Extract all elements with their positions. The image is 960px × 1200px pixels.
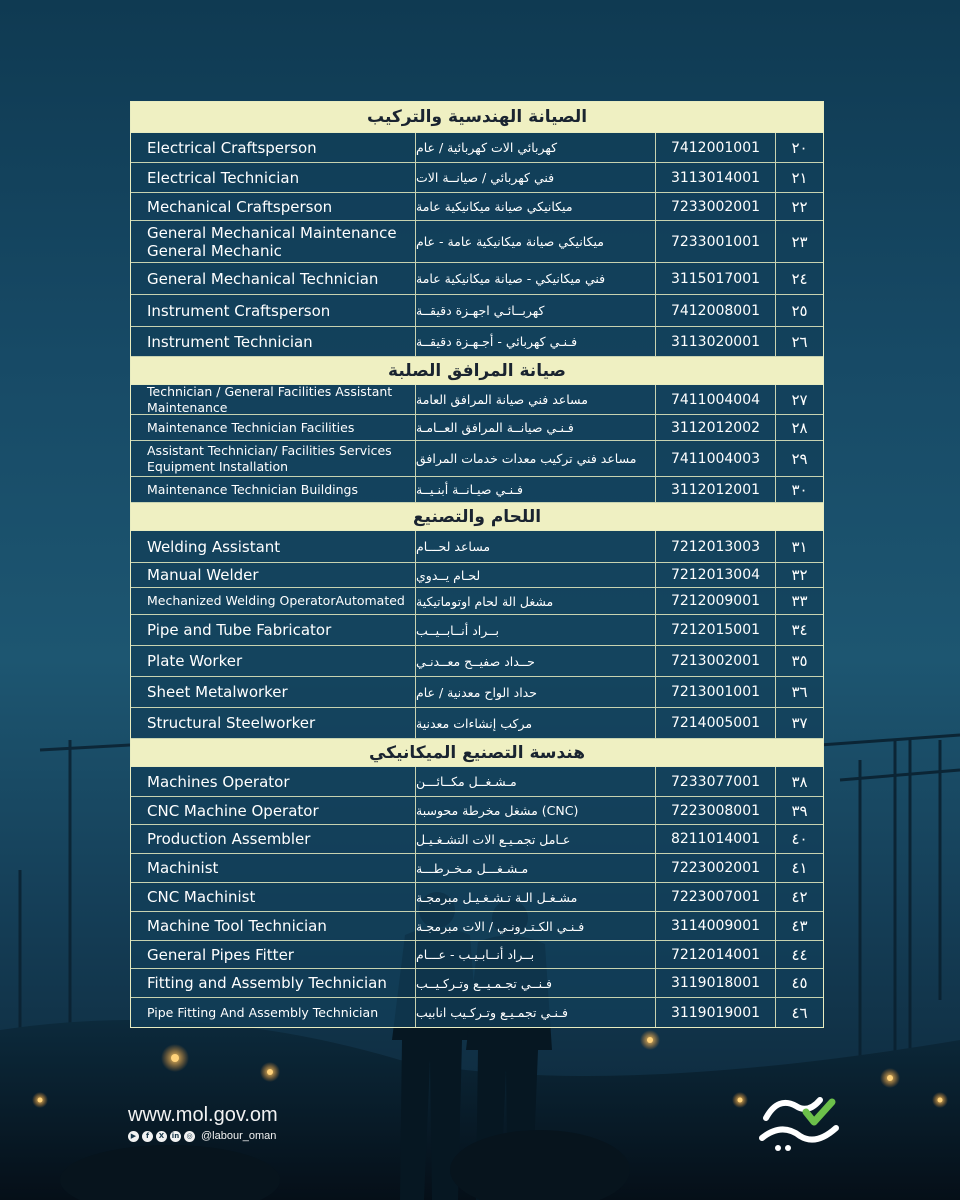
- occupation-code: 7212013003: [656, 531, 776, 562]
- row-number: ٤٢: [791, 888, 808, 906]
- table-row: [131, 708, 823, 739]
- row-number: ٤٣: [791, 917, 808, 935]
- row-number: ٢٢: [791, 197, 808, 216]
- row-number: ٢٨: [791, 418, 808, 437]
- occupation-code: 7223007001: [656, 883, 776, 911]
- job-title-arabic: فـنـي تجمـيـع وتـركـيب انابيب: [416, 998, 656, 1027]
- table-row: [131, 563, 823, 588]
- row-number: ٤١: [791, 859, 808, 877]
- table-row: [131, 646, 823, 677]
- row-number: ٤٥: [791, 974, 808, 992]
- brand-logo: [748, 1088, 848, 1158]
- occupation-code: 7412008001: [656, 295, 776, 326]
- occupation-code: 3112012001: [656, 477, 776, 502]
- job-title-arabic: بــراد أنــابـيـب - عـــام: [416, 941, 656, 968]
- occupation-code: 3113020001: [656, 327, 776, 356]
- job-title-english: General Pipes Fitter: [131, 941, 416, 968]
- job-title-english: Mechanical Craftsperson: [131, 193, 416, 220]
- job-title-arabic: فـنـي صيـانــة أبنـيــة: [416, 477, 656, 502]
- occupation-code: 7212013004: [656, 563, 776, 587]
- job-title-arabic: لحـام يــدوي: [416, 563, 656, 587]
- job-title-english: General Mechanical Technician: [131, 263, 416, 294]
- job-title-english: Maintenance Technician Facilities: [131, 415, 416, 440]
- job-title-arabic: مركب إنشاءات معدنية: [416, 708, 656, 738]
- job-title-arabic: كهربائي الات كهربائية / عام: [416, 133, 656, 162]
- row-number: ٢٧: [791, 390, 808, 409]
- row-number: ٣٩: [791, 801, 808, 820]
- table-row: [131, 133, 823, 163]
- job-title-english: Machines Operator: [131, 767, 416, 796]
- table-row: [131, 415, 823, 441]
- occupation-code: 3112012002: [656, 415, 776, 440]
- job-title-arabic: فـنـي صيانــة المرافق العــامـة: [416, 415, 656, 440]
- table-row: [131, 941, 823, 969]
- social-links: [128, 1130, 276, 1142]
- social-handle[interactable]: @labour_oman: [201, 1130, 277, 1142]
- job-title-english: CNC Machinist: [131, 883, 416, 911]
- row-number: ٣١: [791, 537, 808, 556]
- job-title-english: Machine Tool Technician: [131, 912, 416, 940]
- job-title-english: Pipe and Tube Fabricator: [131, 615, 416, 645]
- job-title-english: Instrument Technician: [131, 327, 416, 356]
- occupation-code: 7213002001: [656, 646, 776, 676]
- row-number: ٣٢: [791, 566, 808, 584]
- job-title-arabic: فـنـي كهربائي - أجـهـزة دقيقــة: [416, 327, 656, 356]
- occupation-code: 7223008001: [656, 797, 776, 824]
- table-row: [131, 883, 823, 912]
- occupation-code: 3113014001: [656, 163, 776, 192]
- job-title-english: Structural Steelworker: [131, 708, 416, 738]
- row-number: ٢٣: [791, 232, 808, 251]
- job-title-arabic: ميكانيكي صيانة ميكانيكية عامة - عام: [416, 221, 656, 262]
- job-title-english: Maintenance Technician Buildings: [131, 477, 416, 502]
- row-number: ٣٧: [791, 714, 808, 732]
- job-title-arabic: حــداد صفيــح معــدنـي: [416, 646, 656, 676]
- job-title-arabic: مشـغـل الـة تـشـغـيـل مبرمجـة: [416, 883, 656, 911]
- job-title-arabic: كهربــائـي اجهـزة دقيقــة: [416, 295, 656, 326]
- row-number: ٤٠: [791, 830, 808, 848]
- occupation-code: 7213001001: [656, 677, 776, 707]
- row-number: ٣٠: [791, 480, 808, 499]
- table-row: [131, 969, 823, 998]
- job-title-arabic: فـنــي تجـمـيــع وتـركـيــب: [416, 969, 656, 997]
- job-title-english: Production Assembler: [131, 825, 416, 853]
- job-title-arabic: مساعد فني تركيب معدات خدمات المرافق: [416, 441, 656, 476]
- job-title-arabic: بــراد أنــابــيــب: [416, 615, 656, 645]
- job-title-english: Electrical Technician: [131, 163, 416, 192]
- job-title-arabic: مـشـغــل مكــائـــن: [416, 767, 656, 796]
- table-row: [131, 588, 823, 615]
- job-title-english: Technician / General Facilities Assistant Maintenance: [131, 385, 416, 414]
- job-title-arabic: حداد الواح معدنية / عام: [416, 677, 656, 707]
- job-title-english: Pipe Fitting And Assembly Technician: [131, 998, 416, 1027]
- occupation-code: 3119018001: [656, 969, 776, 997]
- occupation-code: 7214005001: [656, 708, 776, 738]
- row-number: ٣٨: [791, 772, 808, 791]
- table-row: [131, 797, 823, 825]
- section-header: اللحام والتصنيع: [131, 503, 823, 531]
- section-header: صيانة المرافق الصلبة: [131, 357, 823, 385]
- job-title-english: Welding Assistant: [131, 531, 416, 562]
- table-row: [131, 163, 823, 193]
- job-title-arabic: ميكانيكي صيانة ميكانيكية عامة: [416, 193, 656, 220]
- job-title-arabic: مساعد لحـــام: [416, 531, 656, 562]
- table-row: [131, 327, 823, 357]
- row-number: ٤٤: [791, 945, 808, 964]
- row-number: ٢٤: [791, 269, 808, 288]
- youtube-icon[interactable]: ▶: [128, 1131, 139, 1142]
- job-title-english: Sheet Metalworker: [131, 677, 416, 707]
- table-row: [131, 531, 823, 563]
- instagram-icon[interactable]: ◎: [184, 1131, 195, 1142]
- occupation-code: 3114009001: [656, 912, 776, 940]
- table-row: [131, 854, 823, 883]
- row-number: ٢٦: [791, 332, 808, 351]
- row-number: ٢٩: [791, 449, 808, 468]
- table-row: [131, 615, 823, 646]
- job-title-english: Machinist: [131, 854, 416, 882]
- table-row: [131, 998, 823, 1027]
- section-header: هندسة التصنيع الميكانيكي: [131, 739, 823, 767]
- job-title-english: CNC Machine Operator: [131, 797, 416, 824]
- table-row: [131, 477, 823, 503]
- table-row: [131, 221, 823, 263]
- job-title-english: General Mechanical Maintenance General Mechanic: [131, 221, 416, 262]
- website-url[interactable]: www.mol.gov.om: [128, 1104, 278, 1126]
- occupation-code: 7412001001: [656, 133, 776, 162]
- job-title-english: Fitting and Assembly Technician: [131, 969, 416, 997]
- job-title-arabic: (CNC) مشغل مخرطة محوسبة: [416, 797, 656, 824]
- job-title-english: Instrument Craftsperson: [131, 295, 416, 326]
- row-number: ٢١: [791, 168, 808, 187]
- section-header: الصيانة الهندسية والتركيب: [131, 102, 823, 133]
- table-row: [131, 912, 823, 941]
- occupation-code: 7411004004: [656, 385, 776, 414]
- x-icon[interactable]: X: [156, 1131, 167, 1142]
- job-title-english: Electrical Craftsperson: [131, 133, 416, 162]
- table-row: [131, 385, 823, 415]
- row-number: ٣٦: [791, 683, 808, 701]
- occupation-code: 7223002001: [656, 854, 776, 882]
- job-title-arabic: مشغل الة لحام اوتوماتيكية: [416, 588, 656, 614]
- nam-naamal-logo-mark: [748, 1088, 848, 1158]
- row-number: ٢٥: [791, 301, 808, 320]
- row-number: ٣٤: [791, 621, 808, 639]
- occupation-code: 7233002001: [656, 193, 776, 220]
- row-number: ٣٣: [791, 592, 808, 610]
- job-title-english: Plate Worker: [131, 646, 416, 676]
- occupation-code: 7212014001: [656, 941, 776, 968]
- occupation-code: 7411004003: [656, 441, 776, 476]
- job-title-arabic: عـامل تجمـيـع الات التشـغـيـل: [416, 825, 656, 853]
- facebook-icon[interactable]: f: [142, 1131, 153, 1142]
- linkedin-icon[interactable]: in: [171, 1131, 180, 1140]
- table-row: [131, 193, 823, 221]
- table-row: [131, 677, 823, 708]
- row-number: ٣٥: [791, 652, 808, 670]
- job-title-english: Mechanized Welding OperatorAutomated: [131, 588, 416, 614]
- occupation-code: 3115017001: [656, 263, 776, 294]
- job-title-arabic: فني ميكانيكي - صيانة ميكانيكية عامة: [416, 263, 656, 294]
- job-title-english: Manual Welder: [131, 563, 416, 587]
- occupations-table: [130, 101, 824, 1028]
- job-title-arabic: فـنـي الكـتـرونـي / الات مبرمجـة: [416, 912, 656, 940]
- occupation-code: 7233001001: [656, 221, 776, 262]
- table-row: [131, 441, 823, 477]
- occupation-code: 8211014001: [656, 825, 776, 853]
- occupation-code: 7233077001: [656, 767, 776, 796]
- job-title-arabic: مـشـغـــل مـخـرطـــة: [416, 854, 656, 882]
- job-title-english: Assistant Technician/ Facilities Services Equipment Installation: [131, 441, 416, 476]
- table-row: [131, 263, 823, 295]
- job-title-arabic: مساعد فني صيانة المرافق العامة: [416, 385, 656, 414]
- occupation-code: 7212009001: [656, 588, 776, 614]
- row-number: ٤٦: [791, 1003, 808, 1022]
- occupation-code: 3119019001: [656, 998, 776, 1027]
- table-row: [131, 767, 823, 797]
- job-title-arabic: فني كهربائي / صيانــة الات: [416, 163, 656, 192]
- row-number: ٢٠: [791, 138, 808, 157]
- occupation-code: 7212015001: [656, 615, 776, 645]
- table-row: [131, 825, 823, 854]
- table-row: [131, 295, 823, 327]
